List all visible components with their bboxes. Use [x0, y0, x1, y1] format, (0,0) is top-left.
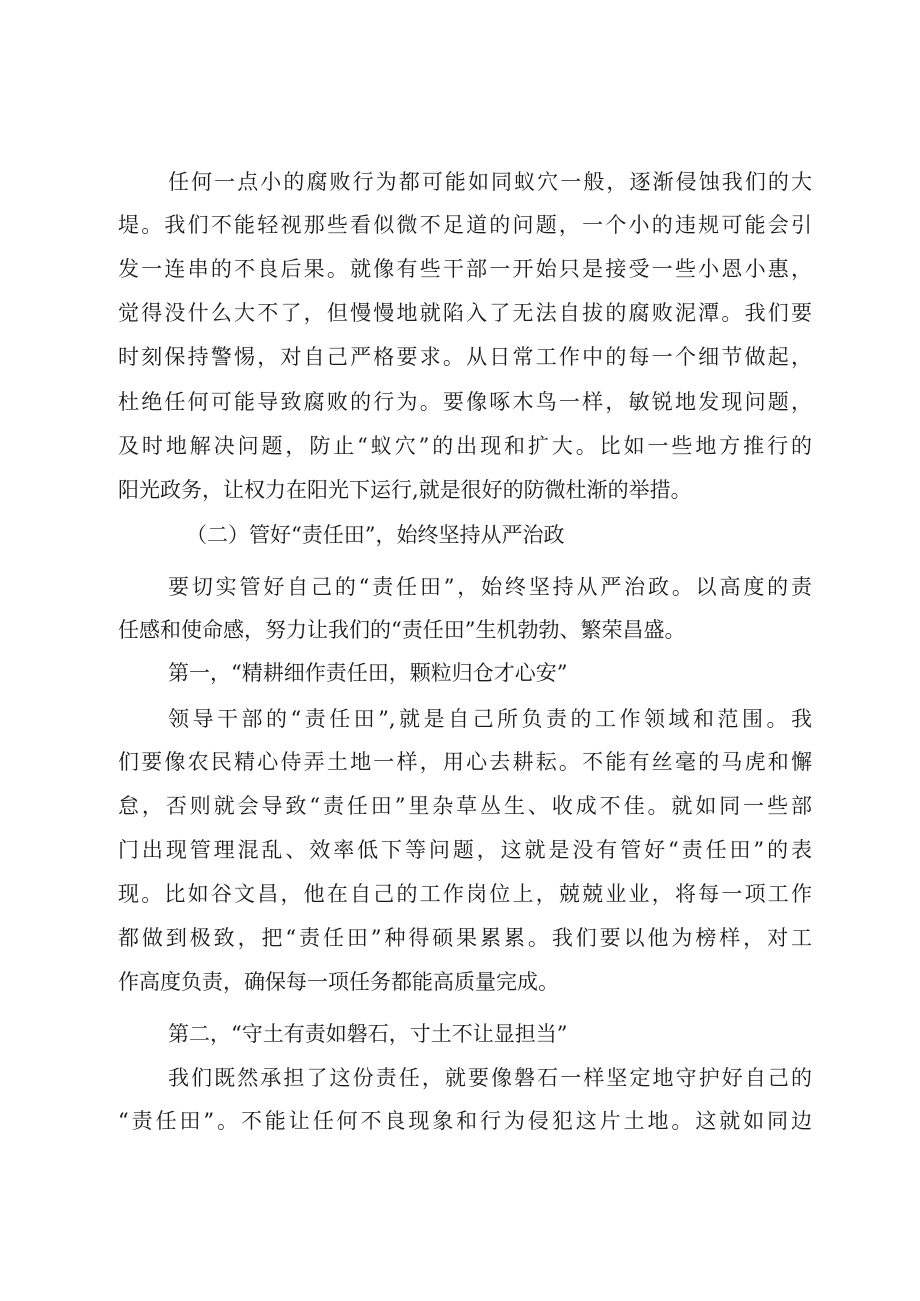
paragraph-1-line-8: 阳光政务，让权力在阳光下运行,就是很好的防微杜渐的举措。 — [118, 478, 692, 502]
point-1-line-3: 怠，否则就会导致“责任田”里杂草丛生、收成不佳。就如同一些部 — [118, 794, 812, 818]
point-1-line-1: 领导干部的“责任田”,就是自己所负责的工作领域和范围。我 — [168, 707, 812, 731]
point-1-line-6: 都做到极致，把“责任田”种得硕果累累。我们要以他为榜样，对工 — [118, 926, 812, 950]
paragraph-1-line-7: 及时地解决问题，防止“蚁穴”的出现和扩大。比如一些地方推行的 — [118, 434, 812, 458]
point-1-line-5: 现。比如谷文昌，他在自己的工作岗位上，兢兢业业，将每一项工作 — [118, 882, 812, 906]
point-2-line-2: “责任田”。不能让任何不良现象和行为侵犯这片土地。这就如同边 — [118, 1109, 812, 1133]
point-1-line-4: 门出现管理混乱、效率低下等问题，这就是没有管好“责任田”的表 — [118, 838, 812, 862]
paragraph-1-line-1: 任何一点小的腐败行为都可能如同蚁穴一般，逐渐侵蚀我们的大 — [168, 170, 812, 194]
point-1-heading: 第一，“精耕细作责任田，颗粒归仓才心安” — [168, 661, 568, 685]
section-intro-line-2: 任感和使命感，努力让我们的“责任田”生机勃勃、繁荣昌盛。 — [118, 618, 686, 642]
paragraph-1-line-5: 时刻保持警惕，对自己严格要求。从日常工作中的每一个细节做起， — [118, 345, 812, 369]
section-heading: （二）管好“责任田”，始终坚持从严治政 — [186, 523, 565, 547]
point-1-line-2: 们要像农民精心侍弄土地一样，用心去耕耘。不能有丝毫的马虎和懈 — [118, 750, 812, 774]
paragraph-1-line-4: 觉得没什么大不了，但慢慢地就陷入了无法自拔的腐败泥潭。我们要 — [118, 301, 812, 325]
section-intro-line-1: 要切实管好自己的“责任田”，始终坚持从严治政。以高度的责 — [168, 575, 812, 599]
point-1-line-7: 作高度负责，确保每一项任务都能高质量完成。 — [118, 970, 559, 994]
paragraph-1-line-3: 发一连串的不良后果。就像有些干部一开始只是接受一些小恩小惠， — [118, 257, 812, 281]
paragraph-1-line-2: 堤。我们不能轻视那些看似微不足道的问题，一个小的违规可能会引 — [118, 213, 812, 237]
paragraph-1-line-6: 杜绝任何可能导致腐败的行为。要像啄木鸟一样，敏锐地发现问题， — [118, 390, 812, 414]
point-2-line-1: 我们既然承担了这份责任，就要像磐石一样坚定地守护好自己的 — [168, 1066, 812, 1090]
point-2-heading: 第二，“守土有责如磐石，寸土不让显担当” — [168, 1022, 568, 1046]
